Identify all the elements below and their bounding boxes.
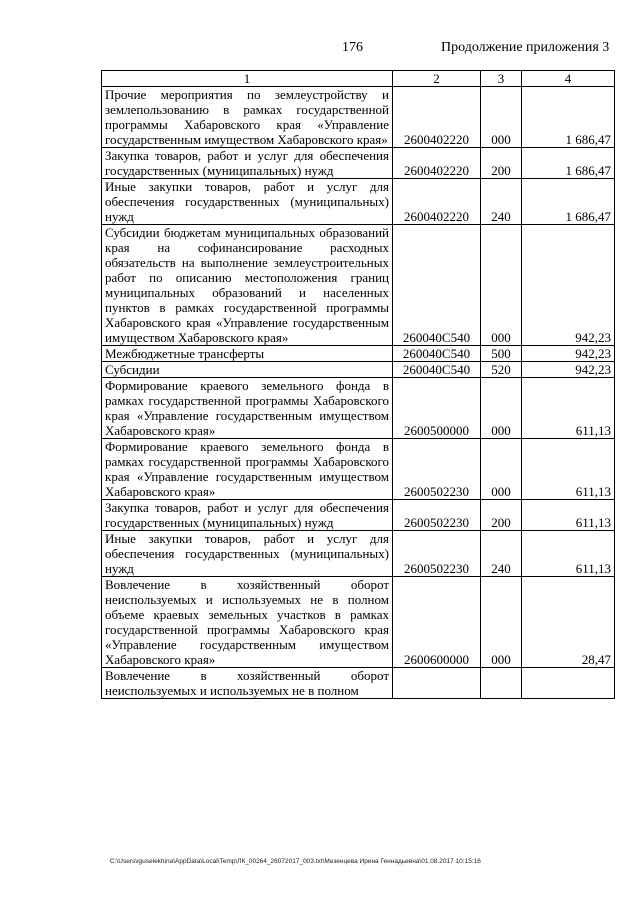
row-csr-cell: 2600402220 — [393, 87, 481, 148]
table-row — [102, 531, 615, 577]
table-row — [102, 225, 615, 346]
table-row — [102, 148, 615, 179]
row-sum-cell: 942,23 — [522, 225, 615, 346]
row-csr-cell: 2600502230 — [393, 439, 481, 500]
row-name-cell: Формирование краевого земельного фонда в рамках государственной программы Хабаровского края «Управление государственным имуществом Хабаровского края» — [102, 378, 393, 439]
row-vr-cell — [481, 668, 522, 699]
row-sum-cell: 1 686,47 — [522, 87, 615, 148]
row-csr-cell: 260040С540 — [393, 346, 481, 362]
row-vr-cell: 200 — [481, 500, 522, 531]
row-vr-cell: 500 — [481, 346, 522, 362]
row-csr-cell: 2600402220 — [393, 148, 481, 179]
row-csr-cell: 2600500000 — [393, 378, 481, 439]
continuation-label: Продолжение приложения 3 — [441, 40, 610, 55]
row-sum-cell: 942,23 — [522, 346, 615, 362]
table-row — [102, 577, 615, 668]
row-sum-cell: 1 686,47 — [522, 179, 615, 225]
row-vr-cell: 520 — [481, 362, 522, 378]
row-vr-cell: 000 — [481, 577, 522, 668]
row-vr-cell: 200 — [481, 148, 522, 179]
row-name-cell: Вовлечение в хозяйственный оборот неиспользуемых и используемых не в полном — [102, 668, 393, 699]
table-row — [102, 439, 615, 500]
row-name-cell: Межбюджетные трансферты — [102, 346, 393, 362]
row-sum-cell: 611,13 — [522, 378, 615, 439]
row-name-cell: Субсидии — [102, 362, 393, 378]
row-sum-cell: 28,47 — [522, 577, 615, 668]
row-vr-cell: 000 — [481, 378, 522, 439]
budget-table — [101, 70, 615, 699]
column-header-4: 4 — [522, 71, 615, 87]
table-row — [102, 87, 615, 148]
column-header-2: 2 — [393, 71, 481, 87]
row-csr-cell: 2600402220 — [393, 179, 481, 225]
row-csr-cell: 2600502230 — [393, 531, 481, 577]
row-csr-cell: 260040С540 — [393, 225, 481, 346]
row-name-cell: Иные закупки товаров, работ и услуг для обеспечения государственных (муниципальных) нужд — [102, 531, 393, 577]
row-sum-cell: 1 686,47 — [522, 148, 615, 179]
row-name-cell: Субсидии бюджетам муниципальных образований края на софинансирование расходных обязательств на выполнение землеустроительных работ по описанию местоположения границ муниципальных образований и населенных пунктов в рамках государственной программы Хабаровского края «Управление государственным имуществом Хабаровского края» — [102, 225, 393, 346]
row-vr-cell: 240 — [481, 179, 522, 225]
column-header-1: 1 — [102, 71, 393, 87]
table-row — [102, 668, 615, 699]
table-row — [102, 179, 615, 225]
row-name-cell: Прочие мероприятия по землеустройству и землепользованию в рамках государственной программы Хабаровского края «Управление государственным имуществом Хабаровского края» — [102, 87, 393, 148]
row-sum-cell: 611,13 — [522, 531, 615, 577]
table-row — [102, 500, 615, 531]
table-row — [102, 362, 615, 378]
row-vr-cell: 000 — [481, 87, 522, 148]
row-csr-cell: 2600502230 — [393, 500, 481, 531]
row-name-cell: Иные закупки товаров, работ и услуг для обеспечения государственных (муниципальных) нужд — [102, 179, 393, 225]
table-row — [102, 378, 615, 439]
row-sum-cell: 611,13 — [522, 500, 615, 531]
row-name-cell: Формирование краевого земельного фонда в рамках государственной программы Хабаровского края «Управление государственным имуществом Хабаровского края» — [102, 439, 393, 500]
column-header-3: 3 — [481, 71, 522, 87]
row-name-cell: Закупка товаров, работ и услуг для обеспечения государственных (муниципальных) нужд — [102, 500, 393, 531]
row-sum-cell — [522, 668, 615, 699]
row-sum-cell: 611,13 — [522, 439, 615, 500]
row-vr-cell: 000 — [481, 439, 522, 500]
row-csr-cell: 260040С540 — [393, 362, 481, 378]
page-number: 176 — [342, 40, 363, 55]
row-csr-cell — [393, 668, 481, 699]
table-header-row — [102, 71, 615, 87]
table-row — [102, 346, 615, 362]
row-csr-cell: 2600600000 — [393, 577, 481, 668]
row-vr-cell: 000 — [481, 225, 522, 346]
row-name-cell: Закупка товаров, работ и услуг для обеспечения государственных (муниципальных) нужд — [102, 148, 393, 179]
footer-path: C:\Users\iguselekhina\AppData\Local\Temp\ЛК_00264_26072017_003.txt\Мезенцева Ирина Геннадьевна\01.08.2017 10:15:16 — [110, 858, 481, 865]
row-name-cell: Вовлечение в хозяйственный оборот неиспользуемых и используемых не в полном объеме краевых земельных участков в рамках государственной программы Хабаровского края «Управление государственным имуществом Хабаровского края» — [102, 577, 393, 668]
row-vr-cell: 240 — [481, 531, 522, 577]
row-sum-cell: 942,23 — [522, 362, 615, 378]
